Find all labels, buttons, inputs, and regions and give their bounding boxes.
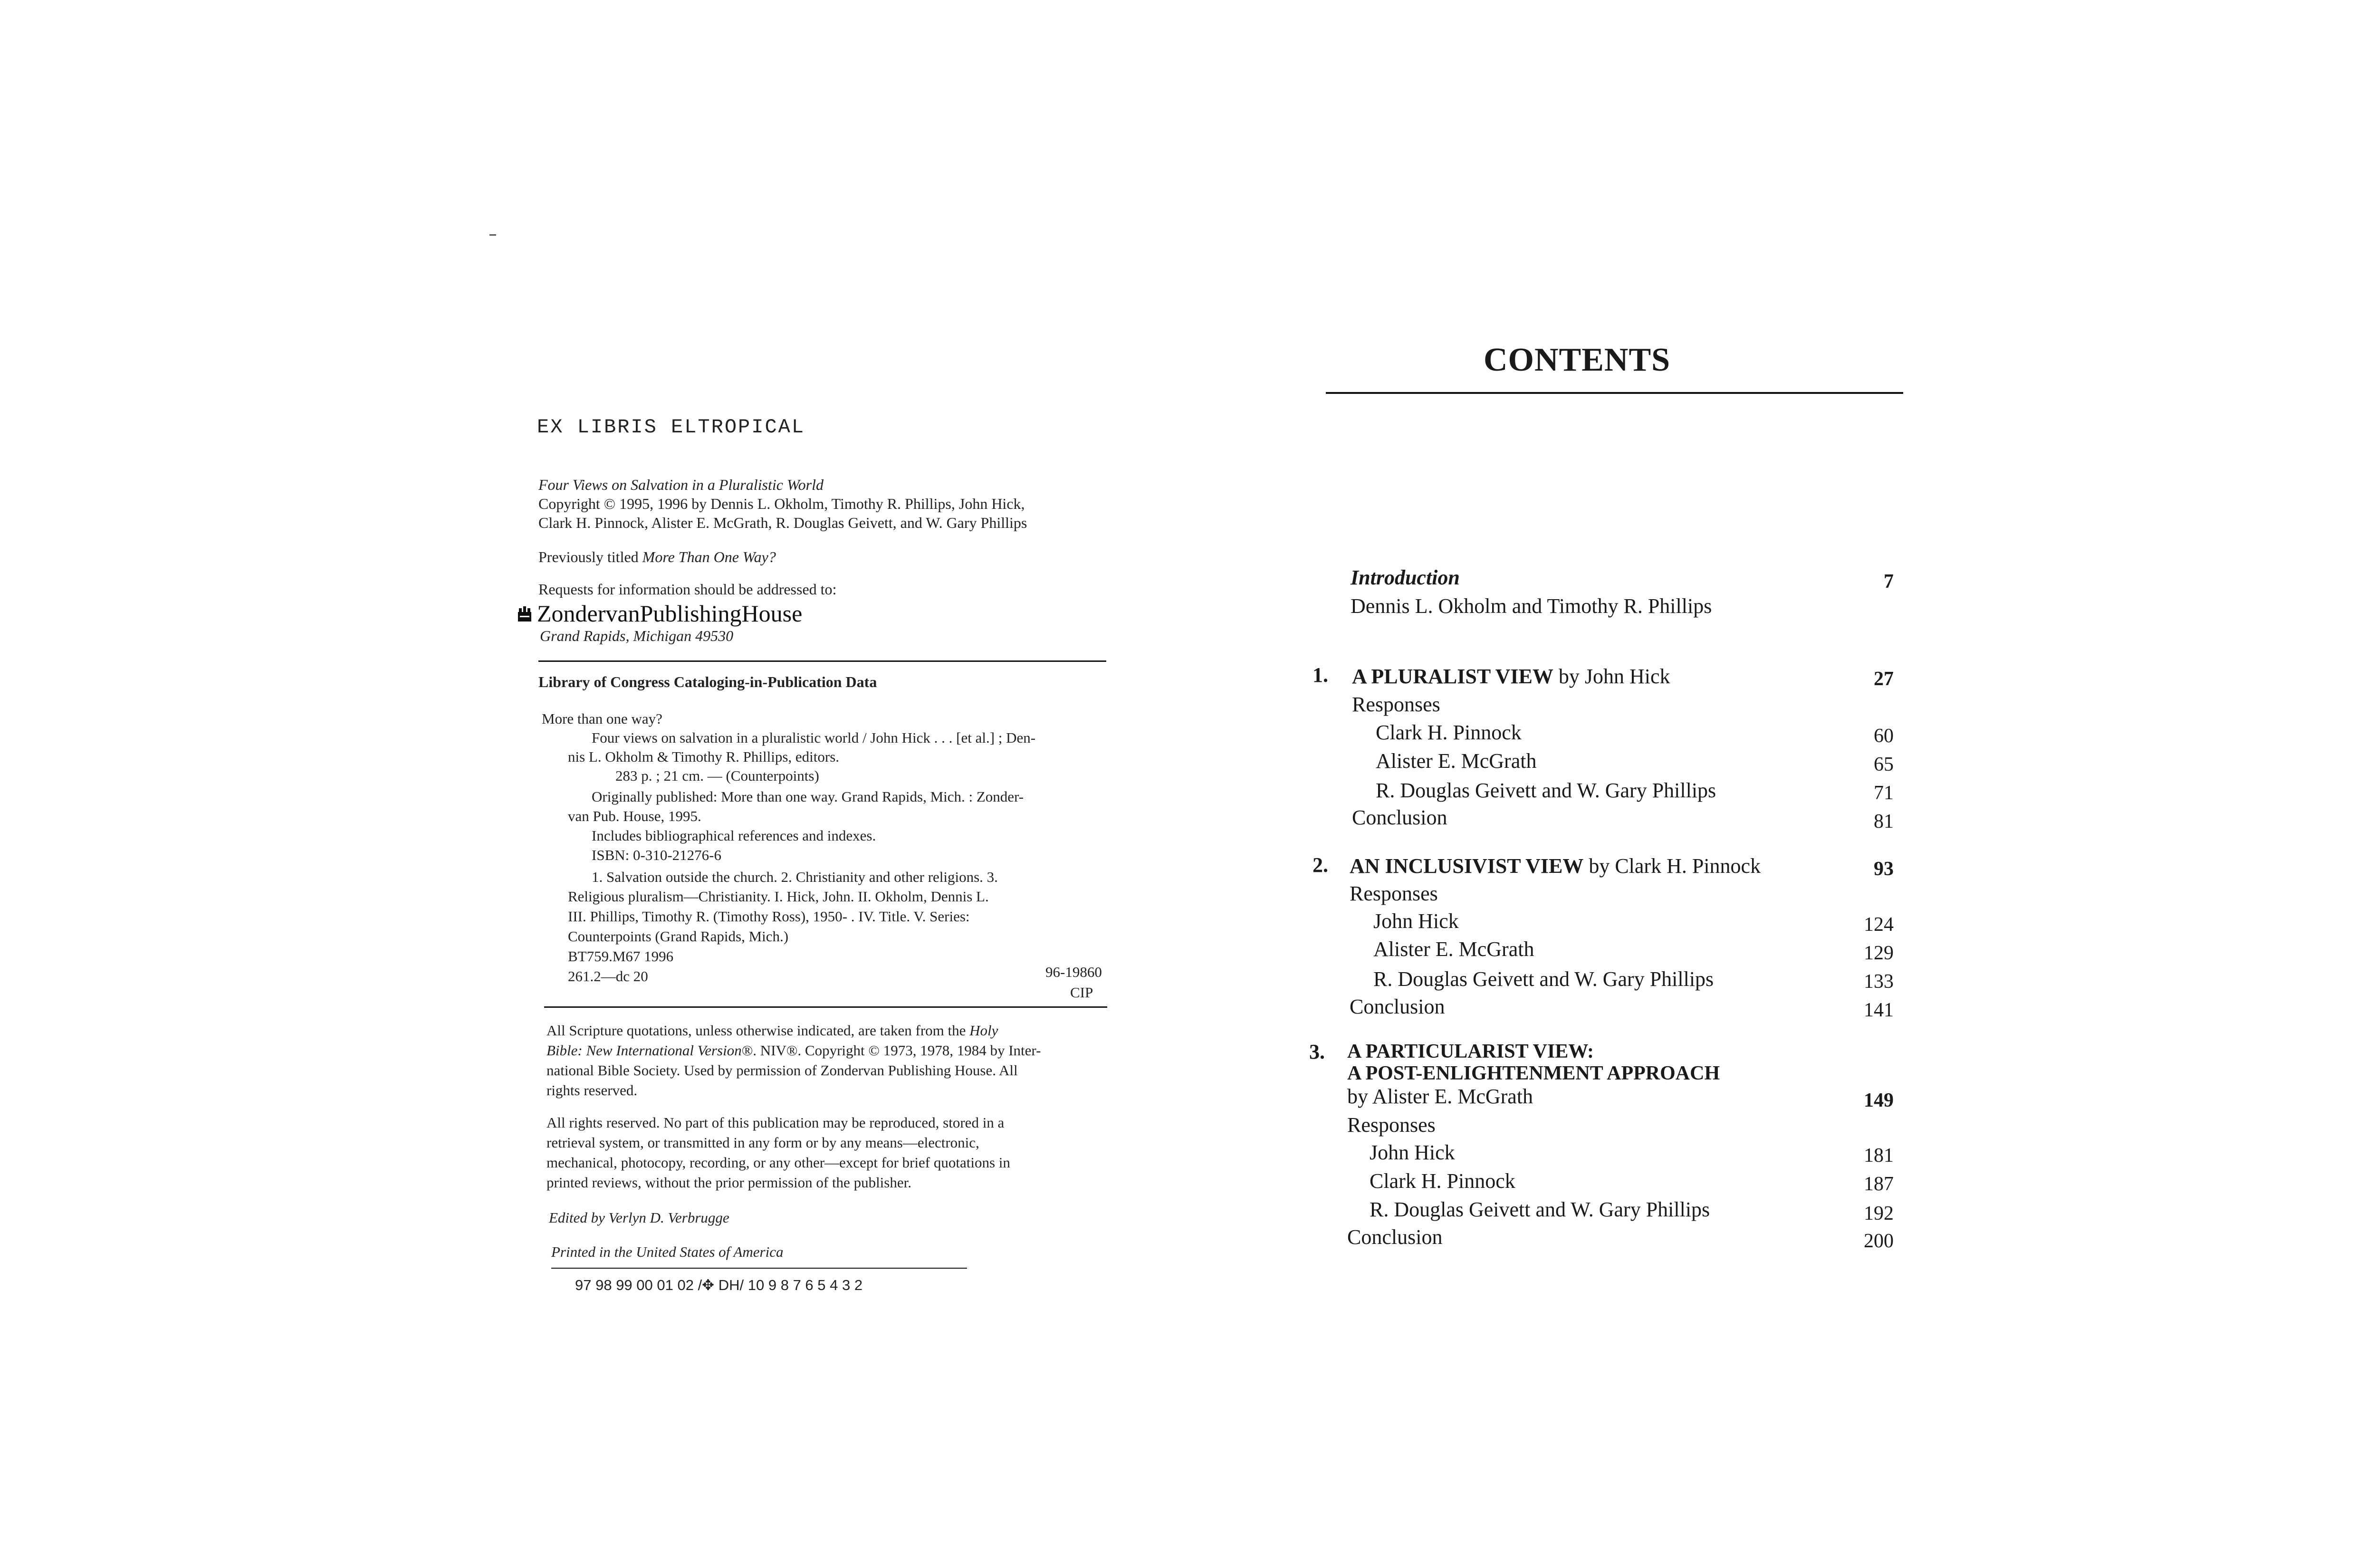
cip-line: nis L. Okholm & Timothy R. Phillips, editors. [568,748,840,765]
cip-line: Four views on salvation in a pluralistic world / John Hick . . . [et al.] ; Den- [592,729,1036,746]
chapter-number: 1. [1313,663,1328,687]
response-entry: John Hick [1373,909,1459,933]
lccn-number: 96-19860 [1045,964,1102,980]
toc-entry-authors: Dennis L. Okholm and Timothy R. Phillips [1351,594,1712,618]
rule-below-cip [544,1006,1107,1008]
response-entry: R. Douglas Geivett and W. Gary Phillips [1373,967,1714,991]
cip-line: 1. Salvation outside the church. 2. Christianity and other religions. 3. [592,869,998,885]
cip-line: 261.2—dc 20 [568,968,648,985]
chapter-title: A PLURALIST VIEW by John Hick [1352,665,1670,688]
chapter-number: 3. [1309,1040,1325,1063]
responses-label: Responses [1350,882,1438,905]
toc-page-number: 129 [1864,942,1894,964]
toc-page-number: 181 [1864,1145,1894,1166]
copyright-page: EX LIBRIS ELTROPICAL Four Views on Salvation in a Pluralistic World Copyright © 1995, 1996 by Dennis L. Okholm, Timothy R. Phillips, John Hick, Clark H. Pinnock, Alister E. McGrath, R. Douglas Geivett, and W. Gary Phillips Previously titled More Than One Way? Requests for information should be addressed to: ZondervanPublishingHouse Grand Rapids, Michigan 49530 Library of Congress Cataloging-in-Publication Data More than one way? Four views on salvation in a pluralistic world / John Hick . . . [et al.] ; Den- nis L. Okholm & Timothy R. Phillips, editors. 283 p. ; 21 cm. — (Counterpoints) Originally published: More than one way. Grand Rapids, Mich. : Zonder- van Pub. House, 1995. Includes bibliographical references and indexes. ISBN: 0-310-21276-6 1. Salvation outside the church. 2. Christianity and other religions. 3. Religious pluralism—Christianity. I. Hick, John. II. Okholm, Dennis L. III. Phillips, Timothy R. (Timothy Ross), 1950- . IV. Title. V. Series: Counterpoints (Grand Rapids, Mich.) BT759.M67 1996 261.2—dc 20 96-19860 CIP All Scripture quotations, unless otherwise indicated, are taken from the Holy Bible: New International Version®. NIV®. Copyright © 1973, 1978, 1984 by Inter- national Bible Society. Used by permission of Zondervan Publishing House. All rights reserved. All rights reserved. No part of this publication may be reproduced, stored in a retrieval system, or transmitted in any form or by any means—electronic, mechanical, photocopy, recording, or any other—except for brief quotations in printed reviews, without the prior permission of the publisher. Edited by Verlyn D. Verbrugge Printed in the United States of America 97 98 99 00 01 02 /✥ DH/ 10 9 8 7 6 5 4 3 2 [0,0,1212,1568]
cip-line: Originally published: More than one way. Grand Rapids, Mich. : Zonder- [592,788,1024,805]
toc-page-number: 93 [1874,858,1894,880]
cip-line: ISBN: 0-310-21276-6 [592,847,721,863]
cip-line: 283 p. ; 21 cm. — (Counterpoints) [615,767,819,784]
toc-page-number: 71 [1874,782,1894,804]
toc-page-number: 27 [1874,668,1894,690]
copyright-line-2: Clark H. Pinnock, Alister E. McGrath, R. Douglas Geivett, and W. Gary Phillips [538,514,1027,531]
conclusion-label: Conclusion [1347,1225,1443,1249]
toc-page-number: 81 [1874,811,1894,832]
cip-label: CIP [1070,984,1093,1001]
toc-page-number: 149 [1864,1090,1894,1111]
toc-page-number: 187 [1864,1173,1894,1195]
title-rule [1326,392,1903,394]
toc-page-number: 192 [1864,1203,1894,1224]
responses-label: Responses [1352,693,1440,716]
toc-page-number: 141 [1864,999,1894,1021]
copyright-line-1: Copyright © 1995, 1996 by Dennis L. Okholm, Timothy R. Phillips, John Hick, [538,495,1025,512]
response-entry: Clark H. Pinnock [1376,721,1522,744]
response-entry: Alister E. McGrath [1376,749,1537,773]
toc-page-number: 133 [1864,971,1894,993]
response-entry: R. Douglas Geivett and W. Gary Phillips [1370,1198,1710,1221]
printing-line: 97 98 99 00 01 02 /✥ DH/ 10 9 8 7 6 5 4 3 2 [575,1277,863,1293]
toc-page-number: 60 [1874,725,1894,747]
previously-titled: Previously titled More Than One Way? [538,548,776,565]
chapter-number: 2. [1313,853,1328,877]
publisher-city: Grand Rapids, Michigan 49530 [540,627,734,644]
page-title: CONTENTS [1484,342,1671,378]
responses-label: Responses [1347,1113,1436,1137]
printed-in: Printed in the United States of America [551,1243,784,1260]
chapter-title-line-1: A PARTICULARIST VIEW: [1347,1041,1594,1062]
toc-page-number: 7 [1884,571,1894,593]
chapter-author: by Alister E. McGrath [1347,1085,1533,1108]
rule-above-printing [551,1268,967,1269]
toc-page-number: 65 [1874,754,1894,775]
toc-page-number: 124 [1864,914,1894,936]
publisher-name: ZondervanPublishingHouse [537,600,803,627]
cip-line: Counterpoints (Grand Rapids, Mich.) [568,928,789,945]
chapter-title-line-2: A POST-ENLIGHTENMENT APPROACH [1347,1062,1720,1084]
ex-libris-stamp: EX LIBRIS ELTROPICAL [537,416,805,439]
cip-line: More than one way? [542,710,662,727]
cip-line: BT759.M67 1996 [568,948,674,965]
cip-line: Includes bibliographical references and indexes. [592,827,876,844]
publisher-logo-icon [517,605,532,622]
rule-above-cip [538,660,1106,662]
edited-by: Edited by Verlyn D. Verbrugge [549,1209,729,1226]
cip-heading: Library of Congress Cataloging-in-Publication Data [538,673,877,690]
toc-page-number: 200 [1864,1230,1894,1252]
cip-line: Religious pluralism—Christianity. I. Hick, John. II. Okholm, Dennis L. [568,888,989,905]
conclusion-label: Conclusion [1352,806,1447,829]
toc-entry-title: Introduction [1351,566,1460,589]
response-entry: John Hick [1370,1141,1455,1164]
book-title: Four Views on Salvation in a Pluralistic World [538,476,824,493]
requests-line: Requests for information should be addressed to: [538,581,837,598]
chapter-title: AN INCLUSIVIST VIEW by Clark H. Pinnock [1350,854,1761,878]
response-entry: Clark H. Pinnock [1370,1169,1515,1193]
publisher-row [517,600,802,627]
response-entry: Alister E. McGrath [1373,937,1534,961]
conclusion-label: Conclusion [1350,995,1445,1018]
cip-line: III. Phillips, Timothy R. (Timothy Ross), 1950- . IV. Title. V. Series: [568,908,970,925]
cip-line: van Pub. House, 1995. [568,808,701,824]
response-entry: R. Douglas Geivett and W. Gary Phillips [1376,779,1716,802]
